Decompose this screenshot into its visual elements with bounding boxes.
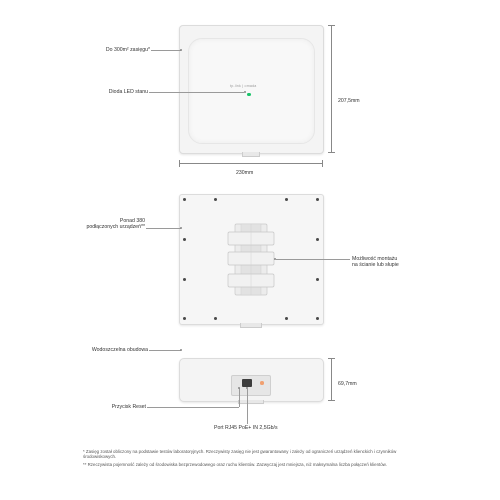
screw (316, 317, 319, 320)
bottom-connector (242, 152, 260, 157)
screw (316, 238, 319, 241)
leader-line-enclosure (149, 350, 181, 351)
screw (285, 317, 288, 320)
screw (183, 238, 186, 241)
screw (285, 198, 288, 201)
dimension-tick-top (328, 25, 335, 26)
front-panel-inset (188, 38, 315, 144)
dimension-tick-depth-top (328, 358, 335, 359)
label-port: Port RJ45 PoE+ IN 2,5Gb/s (214, 425, 278, 431)
leader-line-mount (276, 259, 350, 260)
dimension-height-label: 207,5mm (338, 98, 360, 104)
footnote-range: * Zasięg został obliczony na podstawie testów laboratoryjnych. Rzeczywisty zasięg nie jest gwarantowany i zależy od ograniczeń urządzeń klienckich i czynników środowiskowych. (83, 449, 397, 460)
label-mount-line1: Możliwość montażu (352, 256, 398, 262)
dimension-line-width (179, 163, 322, 164)
back-bottom-connector (240, 323, 262, 328)
label-reset: Przycisk Reset (111, 404, 146, 410)
dimension-width-label: 230mm (236, 170, 254, 176)
label-clients-line1: Ponad 380 (119, 218, 145, 224)
dimension-tick-bottom (328, 152, 335, 153)
screw (316, 278, 319, 281)
label-led: Dioda LED stanu (108, 89, 148, 95)
screw (316, 198, 319, 201)
leader-line-led (149, 92, 244, 93)
footnote-capacity: ** Rzeczywista pojemność zależy od środowiska bezprzewodowego oraz ruchu klientów. Zazwyczaj jest mniejsza, niż maksymalna liczba połączeń klientów. (83, 462, 387, 467)
label-range: Do 300m² zasięgu* (105, 47, 150, 53)
dimension-line-height (331, 25, 332, 152)
label-clients-line2: podłączonych urządzeń** (86, 224, 145, 230)
screw (214, 317, 217, 320)
leader-line-clients (146, 228, 181, 229)
mounting-bracket (226, 222, 276, 297)
screw (183, 198, 186, 201)
dimension-depth-label: 69,7mm (338, 381, 357, 387)
label-mount-line2: na ścianie lub słupie (352, 262, 399, 268)
brand-logo: tp-link | omada (230, 84, 257, 88)
rj45-port (242, 379, 252, 387)
label-enclosure: Wodoszczelna obudowa (91, 347, 148, 353)
status-led (247, 93, 251, 96)
reset-button (260, 381, 264, 385)
screw (183, 278, 186, 281)
leader-line-range (151, 50, 181, 51)
leader-dot-enclosure (180, 349, 182, 351)
dimension-tick-right (322, 160, 323, 167)
dimension-line-depth (331, 358, 332, 400)
dimension-tick-depth-bottom (328, 400, 335, 401)
bottom-connector-tab (238, 400, 264, 404)
leader-riser-port (247, 389, 248, 424)
dimension-tick-left (179, 160, 180, 167)
leader-line-reset (147, 407, 239, 408)
leader-riser-reset (239, 388, 240, 407)
screw (214, 198, 217, 201)
screw (183, 317, 186, 320)
